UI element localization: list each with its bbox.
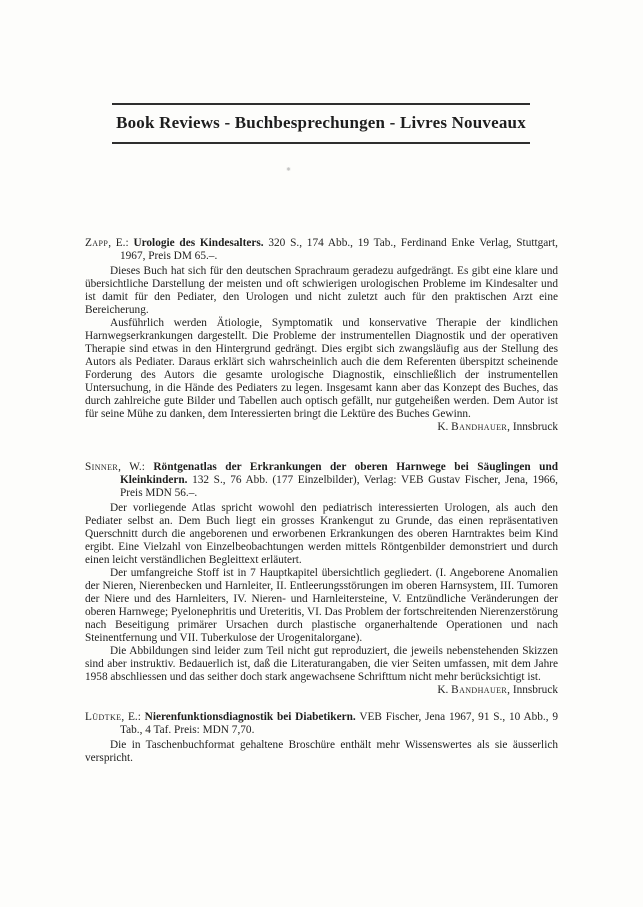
publication-details: VEB Fischer, Jena 1967, 91 S., 10 Abb., 9 Tab., 4 Taf. Preis: MDN 7,70.	[120, 711, 558, 736]
citation-author: Lüdtke	[85, 711, 122, 723]
book-citation	[85, 237, 558, 263]
reviewer-signature	[425, 684, 558, 697]
section-title: Book Reviews - Buchbesprechungen - Livres Nouveaux	[116, 113, 526, 132]
reviewer-name: Bandhauer	[451, 421, 508, 433]
book-title: Urologie des Kindesalters.	[133, 237, 264, 249]
paragraph-text: Dieses Buch hat sich für den deutschen Sprachraum geradezu aufgedrängt. Es gibt eine klare und übersichtliche Darstellung der meisten und oft schwierigen urologischen Probleme im Kindesalter und ist damit für den Pediater, den Urologen und nicht zuletzt auch für den praktischen Arzt eine Bereicherung.	[85, 265, 558, 316]
review-paragraph	[85, 739, 558, 765]
review-paragraph	[85, 317, 558, 433]
review-entry	[85, 711, 558, 765]
review-entry	[85, 237, 559, 433]
paragraph-text: Der umfangreiche Stoff ist in 7 Hauptkapitel übersichtlich gegliedert. (I. Angeborene Anomalien der Nieren, Nierenbecken und Harnleiter, II. Entleerungsstörungen im oberen Harnsystem, III. Tumoren der Niere und des Harnleiters, IV. Nieren- und Harnleitersteine, V. Entzündliche Veränderungen der oberen Harnwege; Pyelonephritis und Ureteritis, VI. Das Problem der fortschreitenden Nierenzerstörung nach Beseitigung primärer Ursachen durch plastische organerhaltende Operationen und nach Steinentfernung und VII. Tuberkulose der Urogenitalorgane).	[85, 567, 558, 644]
book-citation	[85, 461, 558, 500]
paragraph-text: Der vorliegende Atlas spricht wowohl den pediatrisch interessierten Urologen, als auch den Pediater selbst an. Dem Buch liegt ein grosses Krankengut zu Grunde, das einen repräsentativen Querschnitt durch die angeborenen und erworbenen Erkrankungen des oberen Harntraktes beim Kind ergibt. Eine Vielzahl von Einzelbeobachtungen werden mittels Röntgenbilder demonstriert und durch einen leicht verständlichen Begleittext erläutert.	[85, 502, 558, 566]
book-title: Nierenfunktionsdiagnostik bei Diabetikern.	[144, 711, 356, 723]
reviewer-name: Bandhauer	[451, 684, 508, 696]
review-paragraph	[85, 645, 558, 696]
reviewer-city: , Innsbruck	[507, 421, 558, 433]
review-entry	[85, 461, 559, 696]
citation-author-suffix: , E.:	[108, 237, 134, 249]
publication-details: 320 S., 174 Abb., 19 Tab., Ferdinand Enke Verlag, Stuttgart, 1967, Preis DM 65.–.	[120, 237, 559, 262]
citation-author: Zapp	[85, 237, 109, 249]
page-content	[85, 0, 558, 765]
book-citation	[85, 711, 558, 737]
reviewer-signature	[425, 421, 558, 434]
citation-author-suffix: , W.:	[118, 461, 154, 473]
review-paragraph	[85, 502, 558, 567]
paragraph-text: Die in Taschenbuchformat gehaltene Broschüre enthält mehr Wissenswertes als sie äusserlich verspricht.	[85, 739, 558, 764]
reviewer-initial: K.	[437, 421, 452, 433]
paragraph-text: Die Abbildungen sind leider zum Teil nicht gut reproduziert, die jeweils nebenstehenden Skizzen sind aber instruktiv. Bedauerlich ist, daß die Literaturangaben, die vier Seiten umfassen, mit dem Jahre 1958 abschliessen und das seither doch stark angewachsene Schrifttum nicht mehr berücksichtigt ist.	[85, 645, 558, 683]
citation-author-suffix: , E.:	[121, 711, 145, 723]
review-paragraph	[85, 567, 558, 645]
book-title: Röntgenatlas der Erkrankungen der oberen Harnwege bei Säuglingen und Kleinkindern.	[120, 461, 559, 486]
reviewer-initial: K.	[437, 684, 452, 696]
reviewer-city: , Innsbruck	[507, 684, 558, 696]
review-paragraph	[85, 265, 558, 317]
paragraph-text: Ausführlich werden Ätiologie, Symptomatik und konservative Therapie der kindlichen Harnwegserkrankungen dargestellt. Die Probleme der instrumentellen Diagnostik und der operativen Therapie sind etwas in den Hintergrund gedrängt. Dies ergibt sich zwangsläufig aus der Stellung des Autors als Pediater. Daraus erklärt sich wahrscheinlich auch die dem Referenten überspitzt scheinende Forderung des Autors die gesamte urologische Diagnostik, einschließlich der instrumentellen Untersuchung, in die Hände des Pediaters zu legen. Insgesamt kann aber das Konzept des Buches, das durch zahlreiche gute Bilder und Tabellen auch optisch gefällt, nur gutgeheißen werden. Dem Autor ist für seine Mühe zu danken, dem Interessierten bringt die Lektüre des Buches Gewinn.	[85, 317, 558, 420]
publication-details: 132 S., 76 Abb. (177 Einzelbilder), Verlag: VEB Gustav Fischer, Jena, 1966, Preis MDN 56.–.	[120, 474, 558, 499]
citation-author: Sinner	[85, 461, 119, 473]
